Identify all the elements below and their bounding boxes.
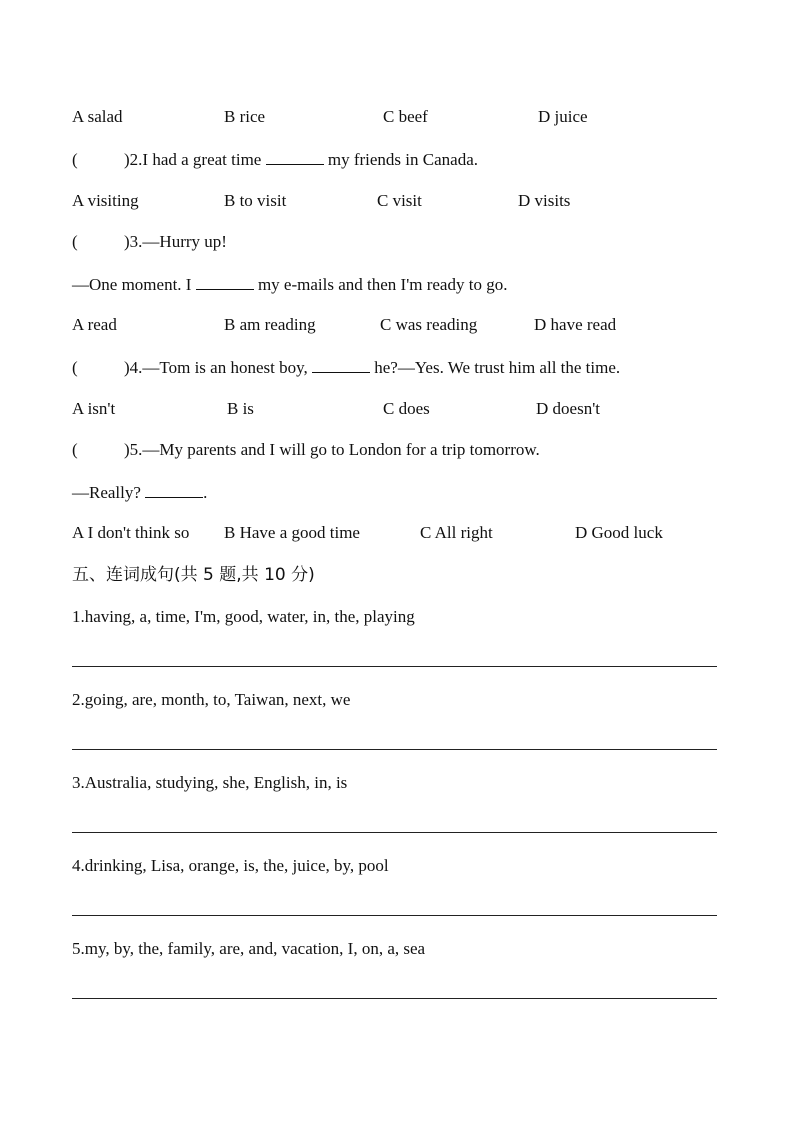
option-d: D visits: [518, 191, 571, 210]
option-b: B to visit: [224, 191, 287, 210]
option-a: A read: [72, 315, 117, 334]
question-4: [72, 357, 620, 378]
sentence-5: 5.my, by, the, family, are, and, vacation, I, on, a, sea: [72, 939, 426, 958]
option-d: D have read: [534, 315, 617, 334]
sentence-4: 4.drinking, Lisa, orange, is, the, juice, by, pool: [72, 856, 389, 875]
sentence-3: 3.Australia, studying, she, English, in, is: [72, 773, 348, 792]
question-text: )3.—Hurry up!: [124, 232, 227, 251]
question-5-reply: [72, 482, 207, 503]
option-a: A isn't: [72, 399, 116, 418]
fill-blank: [196, 274, 254, 290]
answer-line-4: [72, 915, 717, 916]
answer-line-3: [72, 832, 717, 833]
option-c: C does: [383, 399, 430, 418]
section-title: 五、连词成句(共 5 题,共 10 分): [72, 565, 315, 585]
fill-blank: [312, 357, 370, 373]
question-2: [72, 149, 478, 170]
option-a: A salad: [72, 107, 123, 126]
question-text-end: my friends in Canada.: [323, 150, 478, 169]
fill-blank: [266, 149, 324, 165]
answer-line-5: [72, 998, 717, 999]
sentence-1: 1.having, a, time, I'm, good, water, in, the, playing: [72, 607, 415, 626]
reply-text: —Really?: [72, 483, 146, 502]
option-c: C beef: [383, 107, 428, 126]
option-c: C visit: [377, 191, 422, 210]
question-text: )5.—My parents and I will go to London for a trip tomorrow.: [124, 440, 540, 459]
reply-text-end: my e-mails and then I'm ready to go.: [253, 275, 508, 294]
answer-paren: (: [72, 150, 78, 169]
answer-paren: (: [72, 440, 78, 459]
question-3: [72, 232, 227, 252]
question-3-reply: [72, 274, 507, 295]
option-b: B Have a good time: [224, 523, 360, 542]
answer-paren: (: [72, 358, 78, 377]
fill-blank: [145, 482, 203, 498]
option-b: B is: [227, 399, 254, 418]
option-a: A visiting: [72, 191, 139, 210]
option-d: D Good luck: [575, 523, 663, 542]
option-a: A I don't think so: [72, 523, 190, 542]
option-c: C was reading: [380, 315, 478, 334]
question-text: )4.—Tom is an honest boy,: [124, 358, 312, 377]
reply-text-end: .: [203, 483, 208, 502]
question-text: )2.I had a great time: [124, 150, 266, 169]
sentence-2: 2.going, are, month, to, Taiwan, next, we: [72, 690, 351, 709]
question-5: [72, 440, 540, 460]
answer-paren: (: [72, 232, 78, 251]
answer-line-2: [72, 749, 717, 750]
option-b: B am reading: [224, 315, 316, 334]
question-text-end: he?—Yes. We trust him all the time.: [370, 358, 621, 377]
option-b: B rice: [224, 107, 266, 126]
answer-line-1: [72, 666, 717, 667]
option-d: D doesn't: [536, 399, 600, 418]
option-c: C All right: [420, 523, 493, 542]
reply-text: —One moment. I: [72, 275, 196, 294]
option-d: D juice: [538, 107, 588, 126]
